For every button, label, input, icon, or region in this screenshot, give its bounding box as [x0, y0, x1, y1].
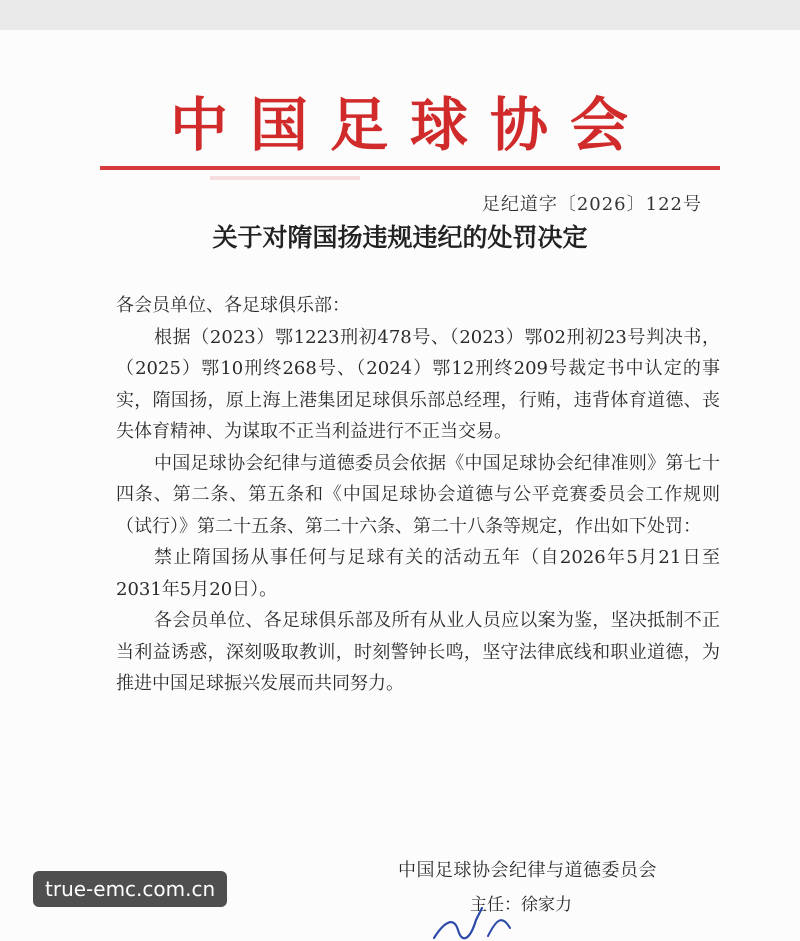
paragraph-warning: 各会员单位、各足球俱乐部及所有从业人员应以案为鉴，坚决抵制不正当利益诱惑，深刻吸取教训，时刻警钟长鸣，坚守法律底线和职业道德，为推进中国足球振兴发展而共同努力。	[116, 610, 720, 694]
org-title: 中国足球协会	[169, 91, 650, 159]
top-strip	[0, 0, 800, 30]
signing-committee: 中国足球协会纪律与道德委员会	[398, 860, 657, 881]
handwritten-signature	[430, 900, 550, 941]
salutation: 各会员单位、各足球俱乐部：	[116, 295, 350, 316]
paragraph-penalty: 禁止隋国扬从事任何与足球有关的活动五年（自2026年5月21日至2031年5月20日）。	[116, 547, 720, 600]
paragraph-facts: 根据（2023）鄂1223刑初478号、（2023）鄂02刑初23号判决书，（2025）鄂10刑终268号、（2024）鄂12刑终209号裁定书中认定的事实，隋国扬，原上海上港集团足球俱乐部总经理，行贿，违背体育道德、丧失体育精神、为谋取不正当利益进行不正当交易。	[116, 326, 720, 442]
header-red-rule	[100, 166, 720, 170]
document-heading: 关于对隋国扬违规违纪的处罚决定	[212, 223, 588, 252]
watermark-badge: true-emc.com.cn	[33, 871, 227, 907]
signing-director: 主任：徐家力	[470, 895, 572, 915]
paragraph-basis: 中国足球协会纪律与道德委员会依据《中国足球协会纪律准则》第七十四条、第二条、第五条和《中国足球协会道德与公平竞赛委员会工作规则（试行）》第二十五条、第二十六条、第二十八条等规定，作出如下处罚：	[116, 452, 720, 537]
document-body	[116, 290, 720, 700]
header-faint-stamp-line	[210, 176, 360, 180]
document-number: 足纪道字〔2026〕122号	[481, 194, 702, 215]
